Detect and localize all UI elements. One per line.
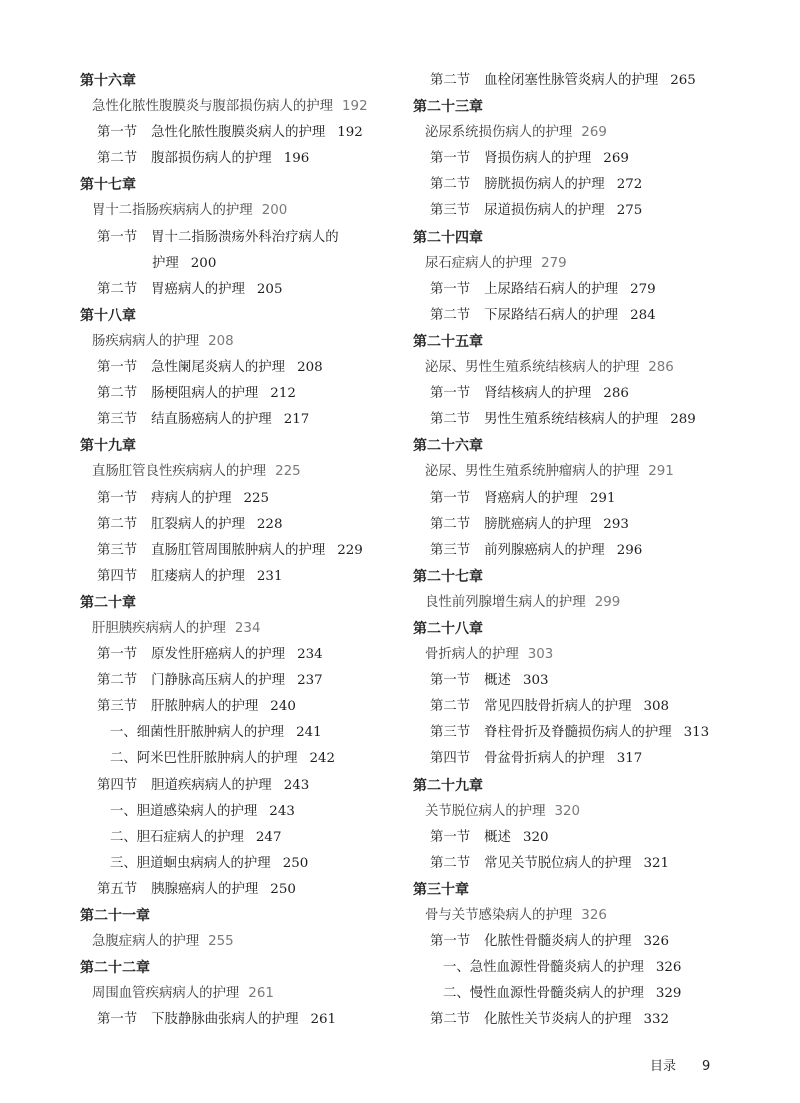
toc-section-label: 第二节 — [430, 699, 471, 715]
toc-chapter-heading: 第十八章 — [80, 307, 136, 324]
toc-section-entry — [413, 929, 783, 955]
toc-page-number: 326 — [643, 934, 670, 950]
toc-section-text: 肾结核病人的护理 — [484, 386, 592, 402]
toc-section-text: 男性生殖系统结核病人的护理 — [484, 412, 659, 428]
toc-page-number: 225 — [275, 464, 301, 480]
toc-subsection-entry — [80, 720, 410, 746]
toc-chapter-heading: 第十六章 — [80, 73, 136, 89]
toc-section-label: 第一节 — [97, 490, 138, 506]
toc-section-entry — [413, 198, 783, 224]
toc-section-label: 第一节 — [430, 490, 471, 506]
toc-page-number: 234 — [297, 647, 323, 663]
toc-section-entry — [80, 538, 410, 564]
toc-section-entry — [80, 512, 410, 538]
toc-subsection-text: 一、急性血源性骨髓炎病人的护理 — [443, 960, 644, 976]
toc-section-entry — [80, 277, 410, 303]
toc-subsection-text: 二、慢性血源性骨髓炎病人的护理 — [443, 986, 644, 1002]
toc-chapter-heading: 第二十三章 — [413, 99, 483, 116]
toc-section-label: 第一节 — [97, 125, 138, 141]
toc-section-text: 膀胱损伤病人的护理 — [484, 177, 605, 193]
toc-subsection-text: 二、胆石症病人的护理 — [110, 829, 244, 845]
toc-title-text: 肠疾病病人的护理 — [92, 333, 200, 349]
toc-title-text: 尿石症病人的护理 — [425, 255, 533, 271]
toc-page-number: 303 — [527, 647, 554, 663]
toc-section-text: 直肠肛管周围脓肿病人的护理 — [151, 542, 326, 558]
toc-section-text: 门静脉高压病人的护理 — [151, 673, 286, 689]
footer-label: 目录 — [650, 1059, 677, 1074]
toc-left-column — [80, 68, 410, 1033]
toc-title-text: 泌尿、男性生殖系统肿瘤病人的护理 — [425, 464, 640, 480]
toc-section-entry — [80, 642, 410, 668]
toc-section-entry — [80, 225, 410, 251]
toc-chapter-title — [413, 903, 783, 929]
toc-section-entry — [80, 1007, 410, 1033]
toc-title-text: 急性化脓性腹膜炎与腹部损伤病人的护理 — [92, 99, 334, 115]
toc-section-text: 胃十二指肠溃疡外科治疗病人的 — [151, 229, 339, 245]
toc-page-number: 247 — [255, 829, 282, 845]
toc-subsection-entry — [413, 981, 783, 1007]
toc-section-label: 第一节 — [430, 386, 471, 402]
toc-section-text: 概述 — [484, 673, 511, 689]
toc-page-number: 243 — [269, 803, 295, 819]
toc-section-entry — [413, 720, 783, 746]
toc-section-label: 第二节 — [430, 177, 471, 193]
toc-page-number: 308 — [643, 699, 670, 715]
toc-section-label: 第一节 — [430, 151, 471, 167]
toc-page-number: 237 — [297, 673, 323, 689]
toc-page-number: 286 — [603, 386, 629, 402]
toc-page-number: 275 — [616, 203, 643, 219]
toc-page-number: 261 — [248, 986, 274, 1002]
toc-page-number: 296 — [616, 542, 643, 558]
toc-section-label: 第一节 — [97, 1012, 138, 1028]
toc-subsection-entry — [80, 746, 410, 772]
toc-section-text: 肾癌病人的护理 — [484, 490, 578, 506]
toc-section-text: 骨盆骨折病人的护理 — [484, 751, 605, 767]
toc-section-text: 胰腺癌病人的护理 — [151, 881, 259, 897]
toc-title-text: 骨折病人的护理 — [425, 647, 519, 663]
toc-section-label: 第三节 — [97, 542, 138, 558]
toc-chapter-title — [413, 642, 783, 668]
toc-page-number: 269 — [603, 151, 629, 167]
toc-right-column — [413, 68, 783, 1033]
toc-section-label: 第二节 — [97, 673, 138, 689]
toc-page-number: 192 — [337, 125, 363, 141]
toc-section-label: 第三节 — [430, 203, 471, 219]
toc-page-number: 313 — [683, 725, 710, 741]
toc-chapter-title — [80, 981, 410, 1007]
toc-page-number: 291 — [648, 464, 674, 480]
toc-section-text: 化脓性骨髓炎病人的护理 — [484, 934, 632, 950]
toc-subsection-text: 一、细菌性肝脓肿病人的护理 — [110, 725, 285, 741]
toc-chapter-heading: 第十九章 — [80, 438, 136, 455]
toc-section-text: 尿道损伤病人的护理 — [484, 203, 605, 219]
toc-page-number: 293 — [603, 516, 629, 532]
toc-chapter-heading: 第二十六章 — [413, 438, 483, 455]
toc-section-label: 第四节 — [430, 751, 471, 767]
toc-section-entry — [413, 746, 783, 772]
toc-section-text: 胆道疾病病人的护理 — [151, 777, 272, 793]
toc-section-text: 肠梗阻病人的护理 — [151, 386, 259, 402]
toc-section-text: 前列腺癌病人的护理 — [484, 542, 605, 558]
toc-section-text: 肛瘘病人的护理 — [151, 568, 245, 584]
toc-section-entry — [80, 146, 410, 172]
toc-section-entry — [80, 773, 410, 799]
toc-section-label: 第二节 — [430, 516, 471, 532]
toc-section-label: 第一节 — [430, 829, 471, 845]
page-number: 9 — [702, 1059, 711, 1074]
toc-subsection-entry — [413, 955, 783, 981]
toc-chapter-title — [80, 616, 410, 642]
toc-page-number: 196 — [283, 151, 310, 167]
toc-title-text: 周围血管疾病病人的护理 — [92, 986, 240, 1002]
toc-page-number: 317 — [616, 751, 643, 767]
toc-page-number: 320 — [554, 803, 581, 819]
toc-chapter-title — [80, 198, 410, 224]
toc-title-text: 泌尿、男性生殖系统结核病人的护理 — [425, 360, 640, 376]
toc-section-label: 第一节 — [97, 229, 138, 245]
toc-section-text: 肝脓肿病人的护理 — [151, 699, 259, 715]
toc-section-text: 血栓闭塞性脉管炎病人的护理 — [484, 73, 659, 88]
toc-chapter-heading: 第二十七章 — [413, 568, 483, 585]
toc-section-entry — [413, 381, 783, 407]
toc-section-label: 第一节 — [430, 934, 471, 950]
toc-section-text: 膀胱癌病人的护理 — [484, 516, 592, 532]
toc-section-entry — [413, 486, 783, 512]
toc-section-text: 常见关节脱位病人的护理 — [484, 855, 632, 871]
toc-section-entry — [80, 381, 410, 407]
toc-page-number: 243 — [283, 777, 310, 793]
toc-title-text: 急腹症病人的护理 — [92, 934, 200, 950]
toc-subsection-entry — [80, 851, 410, 877]
toc-section-label: 第四节 — [97, 568, 138, 584]
toc-page-number: 286 — [648, 360, 674, 376]
toc-section-label: 第二节 — [97, 151, 138, 167]
toc-title-text: 泌尿系统损伤病人的护理 — [425, 125, 573, 141]
toc-section-entry — [80, 877, 410, 903]
toc-title-text: 良性前列腺增生病人的护理 — [425, 594, 586, 610]
toc-page-number: 291 — [589, 490, 616, 506]
toc-page-number: 326 — [581, 908, 607, 923]
toc-page-number: 242 — [309, 751, 336, 767]
toc-page-number: 208 — [208, 333, 234, 349]
toc-page-number: 208 — [297, 360, 323, 376]
toc-page-number: 200 — [261, 203, 288, 219]
toc-section-text: 急性化脓性腹膜炎病人的护理 — [151, 125, 326, 141]
toc-title-text: 胃十二指肠疾病病人的护理 — [92, 203, 253, 219]
toc-chapter-title — [413, 251, 783, 277]
toc-section-label: 第四节 — [97, 777, 138, 793]
toc-section-label: 第一节 — [97, 360, 138, 376]
toc-section-text: 护理 — [152, 255, 179, 271]
toc-title-text: 关节脱位病人的护理 — [425, 803, 546, 819]
toc-chapter-heading: 第二十二章 — [80, 960, 150, 977]
toc-page-number: 240 — [270, 699, 296, 715]
toc-title-text: 直肠肛管良性疾病病人的护理 — [92, 464, 267, 480]
toc-section-text: 肾损伤病人的护理 — [484, 151, 592, 167]
toc-section-text: 化脓性关节炎病人的护理 — [484, 1012, 632, 1028]
toc-section-entry — [413, 407, 783, 433]
toc-page-number: 229 — [337, 542, 363, 558]
toc-page-number: 320 — [522, 829, 549, 845]
toc-chapter-heading: 第十七章 — [80, 177, 136, 194]
toc-section-text: 原发性肝癌病人的护理 — [151, 647, 286, 663]
toc-page-number: 228 — [256, 516, 283, 532]
page-footer — [650, 1055, 710, 1074]
toc-page-number: 241 — [296, 725, 322, 741]
toc-section-entry — [413, 303, 783, 329]
toc-section-label: 第二节 — [97, 281, 138, 297]
toc-section-entry — [413, 146, 783, 172]
toc-chapter-title — [413, 590, 783, 616]
toc-section-label: 第一节 — [430, 673, 471, 689]
toc-page-number: 332 — [643, 1012, 670, 1028]
toc-page-number: 192 — [342, 99, 368, 115]
toc-subsection-text: 二、阿米巴性肝脓肿病人的护理 — [110, 751, 298, 767]
toc-page-number: 234 — [234, 620, 261, 636]
toc-section-entry — [413, 825, 783, 851]
toc-section-label: 第二节 — [97, 516, 138, 532]
toc-section-label: 第二节 — [430, 855, 471, 871]
toc-section-entry — [413, 851, 783, 877]
toc-chapter-title — [80, 929, 410, 955]
toc-page-number: 279 — [541, 255, 567, 271]
toc-section-entry — [80, 120, 410, 146]
toc-section-label: 第三节 — [97, 412, 138, 428]
toc-chapter-heading: 第三十章 — [413, 881, 469, 898]
toc-section-continuation — [80, 251, 410, 277]
toc-section-entry — [80, 564, 410, 590]
toc-section-entry — [413, 277, 783, 303]
toc-page-number: 265 — [670, 73, 696, 88]
toc-section-label: 第二节 — [430, 412, 471, 428]
toc-section-entry — [413, 68, 783, 94]
toc-chapter-title — [413, 799, 783, 825]
toc-section-label: 第三节 — [430, 542, 471, 558]
toc-section-entry — [413, 538, 783, 564]
toc-section-entry — [413, 668, 783, 694]
toc-chapter-heading: 第二十五章 — [413, 333, 483, 350]
toc-page-number: 326 — [655, 960, 682, 976]
toc-page-number: 212 — [270, 386, 296, 402]
toc-chapter-title — [80, 329, 410, 355]
toc-page-number: 205 — [256, 281, 283, 297]
toc-subsection-text: 三、胆道蛔虫病病人的护理 — [110, 855, 271, 871]
toc-page-number: 250 — [282, 855, 309, 871]
toc-page-number: 269 — [581, 125, 607, 141]
toc-section-label: 第五节 — [97, 881, 138, 897]
toc-subsection-text: 一、胆道感染病人的护理 — [110, 803, 258, 819]
toc-section-text: 上尿路结石病人的护理 — [484, 281, 619, 297]
toc-page-number: 200 — [190, 255, 217, 271]
toc-section-entry — [80, 355, 410, 381]
toc-section-label: 第二节 — [430, 307, 471, 323]
toc-page-number: 255 — [208, 934, 234, 950]
toc-section-entry — [80, 694, 410, 720]
toc-section-entry — [413, 694, 783, 720]
toc-section-label: 第二节 — [430, 73, 471, 88]
toc-section-entry — [413, 1007, 783, 1033]
toc-title-text: 骨与关节感染病人的护理 — [425, 908, 573, 923]
toc-page-number: 272 — [616, 177, 643, 193]
toc-page-number: 225 — [243, 490, 270, 506]
toc-section-text: 常见四肢骨折病人的护理 — [484, 699, 632, 715]
toc-section-label: 第一节 — [430, 281, 471, 297]
toc-page-number: 250 — [270, 881, 296, 897]
toc-subsection-entry — [80, 799, 410, 825]
toc-section-entry — [80, 668, 410, 694]
toc-page-number: 261 — [310, 1012, 337, 1028]
toc-section-text: 腹部损伤病人的护理 — [151, 151, 272, 167]
toc-section-text: 下肢静脉曲张病人的护理 — [151, 1012, 299, 1028]
toc-section-text: 下尿路结石病人的护理 — [484, 307, 619, 323]
toc-chapter-heading: 第二十四章 — [413, 229, 483, 246]
toc-page-number: 303 — [522, 673, 549, 689]
toc-section-entry — [80, 407, 410, 433]
toc-page-number: 321 — [643, 855, 670, 871]
toc-chapter-title — [80, 459, 410, 485]
toc-section-text: 急性阑尾炎病人的护理 — [151, 360, 286, 376]
toc-chapter-title — [413, 459, 783, 485]
toc-section-entry — [413, 512, 783, 538]
toc-page-number: 279 — [630, 281, 656, 297]
toc-chapter-title — [80, 94, 410, 120]
toc-section-label: 第二节 — [97, 386, 138, 402]
toc-chapter-heading: 第二十一章 — [80, 908, 150, 924]
toc-chapter-heading: 第二十九章 — [413, 777, 483, 794]
toc-section-text: 结直肠癌病人的护理 — [151, 412, 272, 428]
toc-section-entry — [80, 486, 410, 512]
toc-page-number: 217 — [283, 412, 310, 428]
toc-chapter-heading: 第二十八章 — [413, 620, 483, 637]
toc-section-text: 脊柱骨折及脊髓损伤病人的护理 — [484, 725, 672, 741]
toc-section-text: 胃癌病人的护理 — [151, 281, 245, 297]
toc-section-text: 痔病人的护理 — [151, 490, 232, 506]
toc-section-entry — [413, 172, 783, 198]
toc-section-label: 第一节 — [97, 647, 138, 663]
toc-section-label: 第二节 — [430, 1012, 471, 1028]
toc-chapter-heading: 第二十章 — [80, 594, 136, 611]
toc-chapter-title — [413, 120, 783, 146]
toc-section-label: 第三节 — [430, 725, 471, 741]
toc-section-label: 第三节 — [97, 699, 138, 715]
toc-page-number: 231 — [256, 568, 283, 584]
toc-page-number: 329 — [655, 986, 682, 1002]
toc-subsection-entry — [80, 825, 410, 851]
toc-page-number: 289 — [670, 412, 696, 428]
toc-chapter-title — [413, 355, 783, 381]
toc-section-text: 概述 — [484, 829, 511, 845]
toc-page-number: 284 — [630, 307, 656, 323]
toc-page-number: 299 — [594, 594, 621, 610]
toc-section-text: 肛裂病人的护理 — [151, 516, 245, 532]
toc-title-text: 肝胆胰疾病病人的护理 — [92, 620, 226, 636]
